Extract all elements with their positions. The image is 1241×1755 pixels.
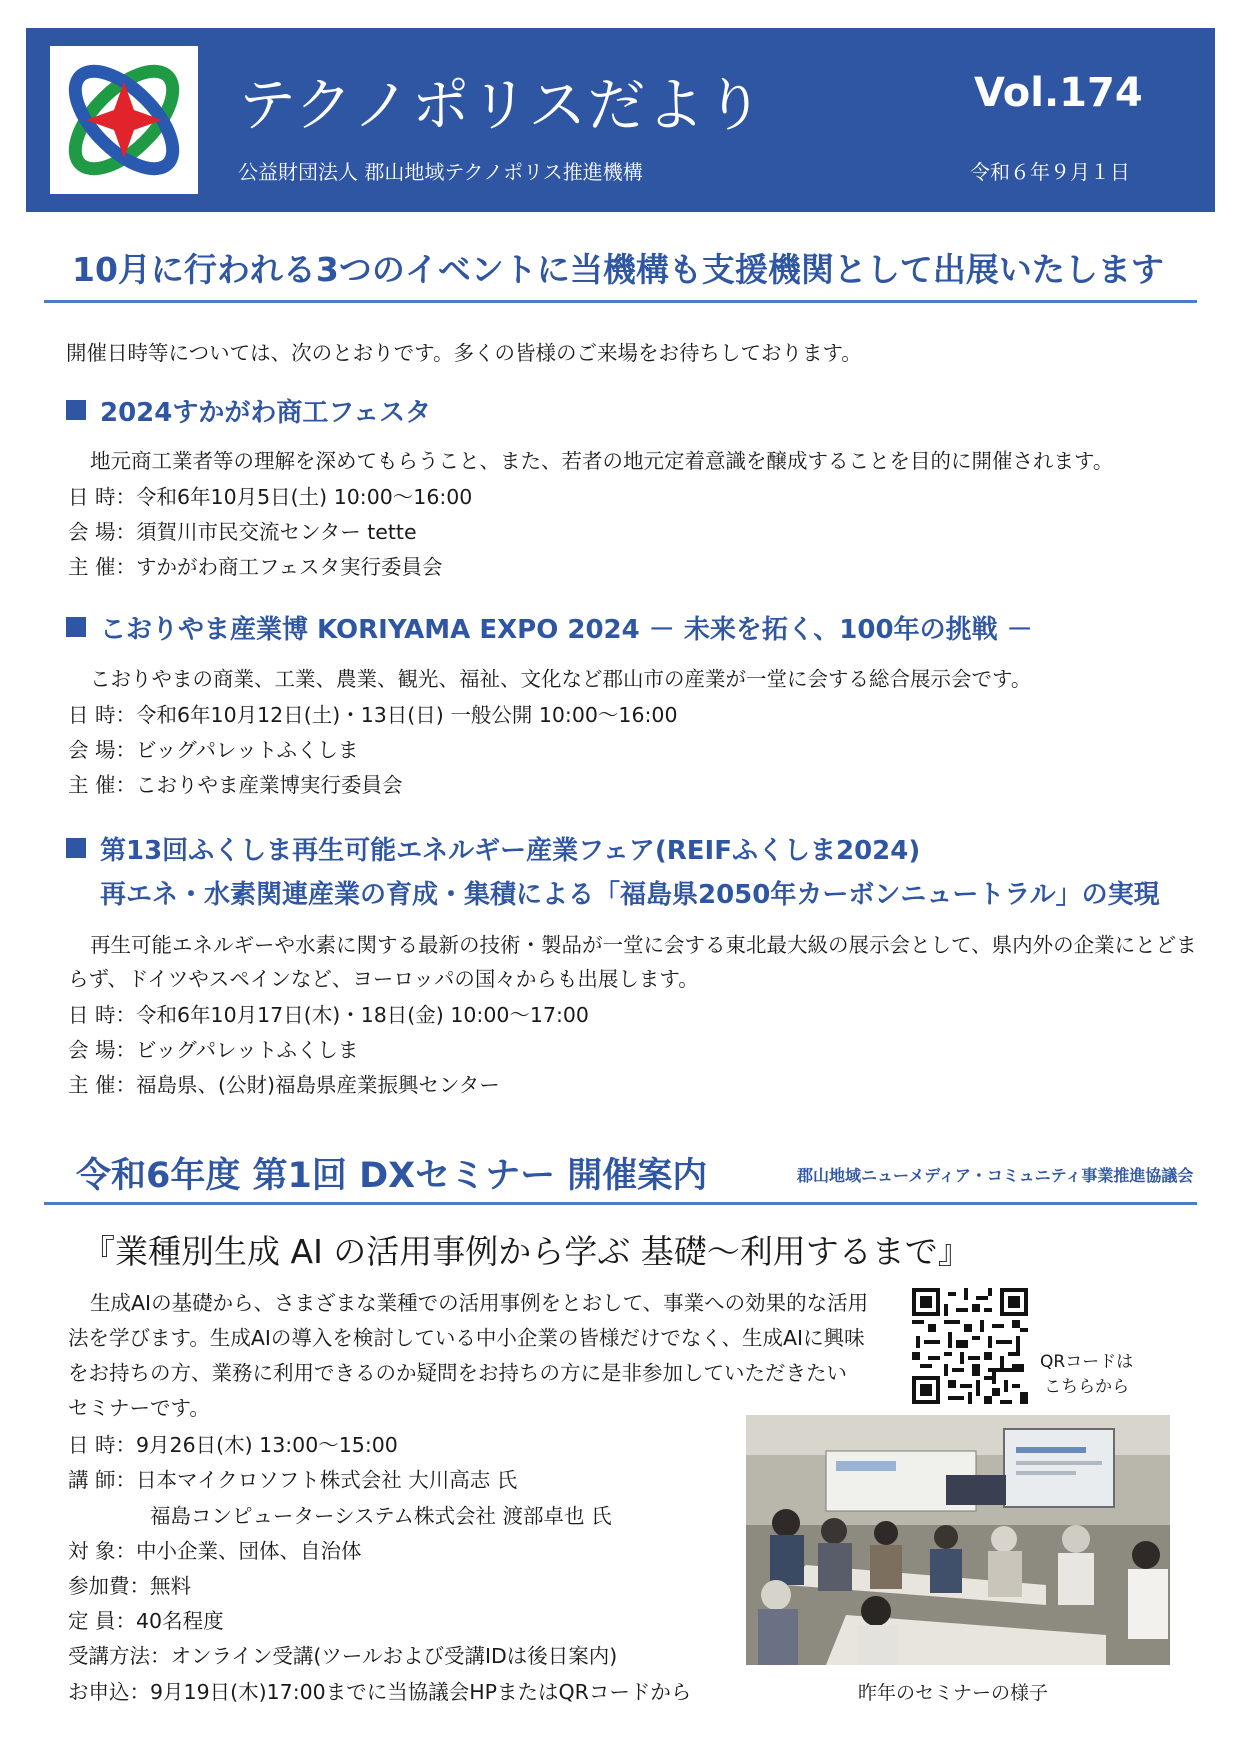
seminar-desc: 生成AIの基礎から、さまざまな業種での活用事例をとおして、事業への効果的な活用: [90, 1291, 869, 1315]
event-date: 日 時：令和6年10月5日(土) 10:00～16:00: [68, 485, 473, 509]
qr-code[interactable]: [912, 1288, 1028, 1404]
seminar-desc: 法を学びます。生成AIの導入を検討している中小企業の皆様だけでなく、生成AIに興味: [68, 1326, 865, 1350]
intro-text: 開催日時等については、次のとおりです。多くの皆様のご来場をお待ちしております。: [66, 341, 862, 365]
event-host: 主 催：こおりやま産業博実行委員会: [68, 773, 403, 797]
seminar-method: 受講方法：オンライン受講(ツールおよび受講IDは後日案内): [68, 1644, 618, 1668]
event-title-sukagawa: 2024すかがわ商工フェスタ: [100, 398, 432, 428]
seminar-photo: [746, 1415, 1170, 1665]
bullet-square-icon: [66, 617, 86, 637]
volume-number: Vol.174: [974, 70, 1143, 116]
event-host: 主 催：すかがわ商工フェスタ実行委員会: [68, 555, 443, 579]
event-host: 主 催：福島県、(公財)福島県産業振興センター: [68, 1073, 500, 1097]
event-desc: らず、ドイツやスペインなど、ヨーロッパの国々からも出展します。: [68, 967, 699, 991]
event-venue: 会 場：ビッグパレットふくしま: [68, 738, 359, 762]
seminar-title: 『業種別生成 AI の活用事例から学ぶ 基礎～利用するまで』: [82, 1232, 971, 1271]
seminar-capacity: 定 員：40名程度: [68, 1609, 224, 1633]
headline-divider: [44, 300, 1197, 303]
seminar-organizer: 郡山地域ニューメディア・コミュニティ事業推進協議会: [797, 1166, 1194, 1185]
logo-emblem-icon: [50, 46, 198, 194]
bullet-square-icon: [66, 400, 86, 420]
event-venue: 会 場：須賀川市民交流センター tette: [68, 520, 417, 544]
seminar-heading: 令和6年度 第1回 DXセミナー 開催案内: [76, 1156, 708, 1196]
event-date: 日 時：令和6年10月17日(木)・18日(金) 10:00～17:00: [68, 1003, 589, 1027]
header-band: [26, 28, 1215, 212]
event-venue: 会 場：ビッグパレットふくしま: [68, 1038, 359, 1062]
seminar-lecturer: 福島コンピューターシステム株式会社 渡部卓也 氏: [150, 1504, 612, 1528]
event-title-reif: 第13回ふくしま再生可能エネルギー産業フェア(REIFふくしま2024): [100, 836, 921, 866]
seminar-desc: をお持ちの方、業務に利用できるのか疑問をお持ちの方に是非参加していただきたい: [68, 1361, 847, 1385]
logo: [50, 46, 198, 194]
event-date: 日 時：令和6年10月12日(土)・13日(日) 一般公開 10:00～16:00: [68, 703, 678, 727]
bullet-square-icon: [66, 838, 86, 858]
event-desc: こおりやまの商業、工業、農業、観光、福祉、文化など郡山市の産業が一堂に会する総合展示会です。: [90, 667, 1032, 691]
event-desc: 地元商工業者等の理解を深めてもらうこと、また、若者の地元定着意識を醸成することを目的に開催されます。: [90, 449, 1114, 473]
event-subtitle-reif: 再エネ・水素関連産業の育成・集積による「福島県2050年カーボンニュートラル」の実現: [100, 880, 1160, 910]
seminar-target: 対 象：中小企業、団体、自治体: [68, 1539, 362, 1563]
seminar-lecturer: 講 師：日本マイクロソフト株式会社 大川高志 氏: [68, 1468, 518, 1492]
qr-code-icon: [912, 1288, 1028, 1404]
photo-caption: 昨年のセミナーの様子: [858, 1682, 1049, 1704]
seminar-date: 日 時：9月26日(木) 13:00～15:00: [68, 1433, 398, 1457]
seminar-desc: セミナーです。: [68, 1396, 210, 1420]
qr-caption: QRコードは こちらから: [1040, 1352, 1134, 1397]
seminar-fee: 参加費：無料: [68, 1574, 191, 1598]
issue-date: 令和６年９月１日: [970, 160, 1130, 184]
seminar-apply: お申込：9月19日(木)17:00までに当協議会HPまたはQRコードから: [68, 1680, 692, 1704]
newsletter-title: テクノポリスだより: [238, 71, 765, 139]
event-title-koriyama: こおりやま産業博 KORIYAMA EXPO 2024 － 未来を拓く、100年の挑戦 －: [100, 615, 1033, 645]
main-headline: 10月に行われる3つのイベントに当機構も支援機関として出展いたします: [72, 250, 1164, 289]
seminar-room-image: [746, 1415, 1170, 1665]
seminar-divider: [44, 1202, 1197, 1205]
publisher-name: 公益財団法人 郡山地域テクノポリス推進機構: [238, 160, 643, 184]
event-desc: 再生可能エネルギーや水素に関する最新の技術・製品が一堂に会する東北最大級の展示会として、県内外の企業にとどま: [90, 933, 1197, 957]
